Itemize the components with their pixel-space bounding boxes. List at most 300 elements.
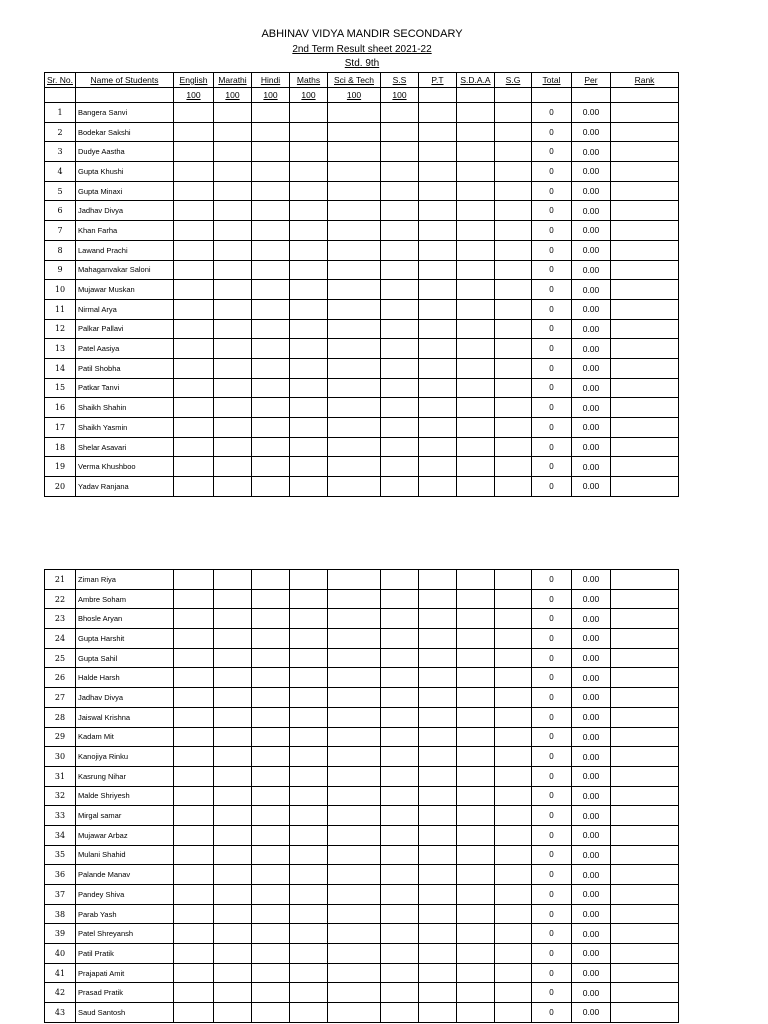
marks-cell — [290, 865, 328, 885]
marks-cell — [611, 589, 679, 609]
student-name-cell: Lawand Prachi — [76, 240, 174, 260]
table-row — [45, 142, 679, 162]
marks-cell — [328, 398, 381, 418]
marks-cell — [381, 629, 419, 649]
max-marks-cell: 100 — [328, 88, 381, 103]
marks-cell — [419, 963, 457, 983]
marks-cell — [495, 570, 532, 590]
sr-no-cell: 17 — [45, 418, 76, 438]
marks-cell — [214, 1003, 252, 1023]
marks-cell — [328, 806, 381, 826]
marks-cell — [214, 629, 252, 649]
marks-cell — [252, 358, 290, 378]
percent-cell: 0.00 — [572, 477, 611, 497]
marks-cell — [252, 609, 290, 629]
marks-cell — [328, 221, 381, 241]
percent-cell: 0.00 — [572, 668, 611, 688]
marks-cell — [214, 944, 252, 964]
marks-cell — [611, 983, 679, 1003]
marks-cell — [611, 865, 679, 885]
marks-cell — [419, 103, 457, 123]
marks-cell — [419, 629, 457, 649]
marks-cell — [381, 688, 419, 708]
marks-cell — [495, 707, 532, 727]
sr-no-cell: 21 — [45, 570, 76, 590]
marks-cell — [495, 418, 532, 438]
marks-cell — [174, 457, 214, 477]
table-row — [45, 825, 679, 845]
marks-cell — [419, 570, 457, 590]
table-row — [45, 885, 679, 905]
marks-cell — [290, 339, 328, 359]
total-cell: 0 — [532, 983, 572, 1003]
marks-cell — [495, 629, 532, 649]
marks-cell — [495, 162, 532, 182]
marks-cell — [611, 786, 679, 806]
marks-cell — [290, 181, 328, 201]
student-name-cell: Malde Shriyesh — [76, 786, 174, 806]
marks-cell — [214, 865, 252, 885]
total-cell: 0 — [532, 865, 572, 885]
marks-cell — [252, 201, 290, 221]
table-row — [45, 477, 679, 497]
marks-cell — [252, 280, 290, 300]
marks-cell — [611, 570, 679, 590]
marks-cell — [214, 319, 252, 339]
marks-cell — [214, 181, 252, 201]
marks-cell — [611, 260, 679, 280]
percent-cell: 0.00 — [572, 319, 611, 339]
marks-cell — [214, 668, 252, 688]
marks-cell — [457, 221, 495, 241]
total-cell: 0 — [532, 162, 572, 182]
sr-no-cell: 35 — [45, 845, 76, 865]
marks-cell — [611, 806, 679, 826]
marks-cell — [419, 221, 457, 241]
marks-cell — [214, 806, 252, 826]
marks-cell — [611, 924, 679, 944]
marks-cell — [381, 299, 419, 319]
marks-cell — [290, 418, 328, 438]
column-header: S.S — [381, 73, 419, 88]
marks-cell — [611, 319, 679, 339]
marks-cell — [611, 904, 679, 924]
marks-cell — [328, 122, 381, 142]
marks-cell — [419, 437, 457, 457]
marks-cell — [174, 766, 214, 786]
total-cell: 0 — [532, 142, 572, 162]
percent-cell: 0.00 — [572, 181, 611, 201]
marks-cell — [495, 457, 532, 477]
marks-cell — [495, 609, 532, 629]
marks-cell — [290, 747, 328, 767]
marks-cell — [214, 437, 252, 457]
marks-cell — [174, 825, 214, 845]
percent-cell: 0.00 — [572, 845, 611, 865]
marks-cell — [174, 589, 214, 609]
marks-cell — [611, 944, 679, 964]
marks-cell — [328, 825, 381, 845]
marks-cell — [252, 162, 290, 182]
marks-cell — [381, 747, 419, 767]
marks-cell — [252, 589, 290, 609]
marks-cell — [328, 437, 381, 457]
marks-cell — [495, 589, 532, 609]
marks-cell — [419, 477, 457, 497]
marks-cell — [328, 457, 381, 477]
table-row — [45, 727, 679, 747]
marks-cell — [328, 181, 381, 201]
marks-cell — [214, 457, 252, 477]
percent-cell: 0.00 — [572, 457, 611, 477]
marks-cell — [252, 845, 290, 865]
marks-cell — [611, 162, 679, 182]
total-cell: 0 — [532, 570, 572, 590]
marks-cell — [214, 103, 252, 123]
marks-cell — [419, 378, 457, 398]
marks-cell — [214, 707, 252, 727]
marks-cell — [381, 806, 419, 826]
marks-cell — [174, 319, 214, 339]
sr-no-cell: 34 — [45, 825, 76, 845]
marks-cell — [328, 963, 381, 983]
student-name-cell: Khan Farha — [76, 221, 174, 241]
marks-cell — [174, 747, 214, 767]
total-cell: 0 — [532, 806, 572, 826]
marks-cell — [381, 609, 419, 629]
marks-cell — [252, 727, 290, 747]
sr-no-cell: 26 — [45, 668, 76, 688]
marks-cell — [381, 457, 419, 477]
student-name-cell: Mulani Shahid — [76, 845, 174, 865]
total-cell: 0 — [532, 786, 572, 806]
table-row — [45, 904, 679, 924]
table-row — [45, 1003, 679, 1023]
marks-cell — [611, 963, 679, 983]
marks-cell — [290, 727, 328, 747]
marks-cell — [457, 688, 495, 708]
marks-cell — [328, 747, 381, 767]
percent-cell: 0.00 — [572, 398, 611, 418]
student-name-cell: Shaikh Yasmin — [76, 418, 174, 438]
marks-cell — [290, 260, 328, 280]
percent-cell: 0.00 — [572, 766, 611, 786]
max-marks-cell — [532, 88, 572, 103]
marks-cell — [457, 339, 495, 359]
table-row — [45, 201, 679, 221]
marks-cell — [174, 398, 214, 418]
marks-cell — [214, 378, 252, 398]
marks-cell — [419, 589, 457, 609]
marks-cell — [381, 181, 419, 201]
total-cell: 0 — [532, 629, 572, 649]
marks-cell — [457, 477, 495, 497]
marks-cell — [381, 885, 419, 905]
marks-cell — [381, 437, 419, 457]
marks-cell — [174, 162, 214, 182]
marks-cell — [495, 944, 532, 964]
marks-cell — [419, 260, 457, 280]
marks-cell — [290, 477, 328, 497]
table-row — [45, 319, 679, 339]
marks-cell — [174, 358, 214, 378]
percent-cell: 0.00 — [572, 201, 611, 221]
marks-cell — [328, 924, 381, 944]
marks-cell — [457, 944, 495, 964]
max-marks-row — [45, 88, 679, 103]
sr-no-cell: 9 — [45, 260, 76, 280]
marks-cell — [611, 398, 679, 418]
table-row — [45, 418, 679, 438]
marks-cell — [174, 418, 214, 438]
student-name-cell: Ambre Soham — [76, 589, 174, 609]
table-row — [45, 339, 679, 359]
marks-cell — [290, 904, 328, 924]
marks-cell — [495, 983, 532, 1003]
marks-cell — [457, 707, 495, 727]
percent-cell: 0.00 — [572, 983, 611, 1003]
student-name-cell: Nirmal Arya — [76, 299, 174, 319]
marks-cell — [611, 885, 679, 905]
marks-cell — [419, 240, 457, 260]
marks-cell — [214, 786, 252, 806]
marks-cell — [611, 358, 679, 378]
sr-no-cell: 27 — [45, 688, 76, 708]
marks-cell — [611, 688, 679, 708]
marks-cell — [611, 378, 679, 398]
marks-cell — [214, 570, 252, 590]
marks-cell — [381, 963, 419, 983]
marks-cell — [214, 477, 252, 497]
table-row — [45, 766, 679, 786]
student-name-cell: Verma Khushboo — [76, 457, 174, 477]
marks-cell — [419, 727, 457, 747]
marks-cell — [328, 201, 381, 221]
marks-cell — [419, 280, 457, 300]
table-row — [45, 103, 679, 123]
marks-cell — [495, 845, 532, 865]
sr-no-cell: 29 — [45, 727, 76, 747]
table-row — [45, 648, 679, 668]
marks-cell — [611, 299, 679, 319]
marks-cell — [495, 924, 532, 944]
sr-no-cell: 2 — [45, 122, 76, 142]
total-cell: 0 — [532, 648, 572, 668]
marks-cell — [214, 963, 252, 983]
marks-cell — [611, 727, 679, 747]
sr-no-cell: 15 — [45, 378, 76, 398]
sr-no-cell: 13 — [45, 339, 76, 359]
marks-cell — [290, 358, 328, 378]
marks-cell — [214, 648, 252, 668]
total-cell: 0 — [532, 418, 572, 438]
table-row — [45, 181, 679, 201]
column-header: S.D.A.A — [457, 73, 495, 88]
marks-cell — [290, 103, 328, 123]
marks-cell — [174, 904, 214, 924]
marks-cell — [214, 142, 252, 162]
marks-cell — [419, 299, 457, 319]
table-row — [45, 629, 679, 649]
marks-cell — [457, 589, 495, 609]
marks-cell — [290, 845, 328, 865]
marks-cell — [214, 825, 252, 845]
student-name-cell: Patil Pratik — [76, 944, 174, 964]
marks-cell — [290, 963, 328, 983]
max-marks-cell — [45, 88, 76, 103]
student-name-cell: Gupta Khushi — [76, 162, 174, 182]
sr-no-cell: 42 — [45, 983, 76, 1003]
table-row — [45, 707, 679, 727]
marks-cell — [419, 904, 457, 924]
marks-cell — [214, 885, 252, 905]
marks-cell — [174, 1003, 214, 1023]
marks-cell — [495, 122, 532, 142]
marks-cell — [290, 299, 328, 319]
marks-cell — [381, 122, 419, 142]
sr-no-cell: 25 — [45, 648, 76, 668]
percent-cell: 0.00 — [572, 260, 611, 280]
marks-cell — [381, 162, 419, 182]
student-name-cell: Saud Santosh — [76, 1003, 174, 1023]
max-marks-cell — [495, 88, 532, 103]
marks-cell — [214, 845, 252, 865]
marks-cell — [419, 944, 457, 964]
student-name-cell: Jadhav Divya — [76, 201, 174, 221]
marks-cell — [252, 629, 290, 649]
marks-cell — [419, 142, 457, 162]
marks-cell — [381, 358, 419, 378]
column-header: P.T — [419, 73, 457, 88]
percent-cell: 0.00 — [572, 629, 611, 649]
total-cell: 0 — [532, 924, 572, 944]
marks-cell — [214, 398, 252, 418]
marks-cell — [611, 707, 679, 727]
marks-cell — [252, 1003, 290, 1023]
percent-cell: 0.00 — [572, 437, 611, 457]
marks-cell — [174, 437, 214, 457]
marks-cell — [174, 477, 214, 497]
marks-cell — [611, 457, 679, 477]
marks-cell — [495, 766, 532, 786]
result-table-page2 — [44, 569, 679, 1023]
table-row — [45, 786, 679, 806]
marks-cell — [611, 240, 679, 260]
marks-cell — [419, 766, 457, 786]
table-row — [45, 570, 679, 590]
marks-cell — [381, 924, 419, 944]
marks-cell — [252, 221, 290, 241]
marks-cell — [495, 747, 532, 767]
total-cell: 0 — [532, 727, 572, 747]
marks-cell — [457, 904, 495, 924]
marks-cell — [328, 280, 381, 300]
marks-cell — [419, 924, 457, 944]
percent-cell: 0.00 — [572, 825, 611, 845]
marks-cell — [419, 319, 457, 339]
student-name-cell: Patel Aasiya — [76, 339, 174, 359]
marks-cell — [252, 437, 290, 457]
marks-cell — [328, 609, 381, 629]
sr-no-cell: 18 — [45, 437, 76, 457]
marks-cell — [290, 319, 328, 339]
marks-cell — [419, 398, 457, 418]
marks-cell — [214, 201, 252, 221]
marks-cell — [495, 260, 532, 280]
marks-cell — [457, 358, 495, 378]
student-name-cell: Mujawar Muskan — [76, 280, 174, 300]
percent-cell: 0.00 — [572, 727, 611, 747]
marks-cell — [419, 609, 457, 629]
total-cell: 0 — [532, 457, 572, 477]
student-name-cell: Dudye Aastha — [76, 142, 174, 162]
marks-cell — [495, 865, 532, 885]
marks-cell — [214, 418, 252, 438]
marks-cell — [328, 707, 381, 727]
percent-cell: 0.00 — [572, 609, 611, 629]
table-row — [45, 668, 679, 688]
marks-cell — [290, 162, 328, 182]
marks-cell — [328, 477, 381, 497]
percent-cell: 0.00 — [572, 299, 611, 319]
marks-cell — [214, 122, 252, 142]
column-header: Hindi — [252, 73, 290, 88]
sr-no-cell: 43 — [45, 1003, 76, 1023]
marks-cell — [214, 727, 252, 747]
marks-cell — [290, 806, 328, 826]
marks-cell — [419, 707, 457, 727]
student-name-cell: Prasad Pratik — [76, 983, 174, 1003]
marks-cell — [457, 418, 495, 438]
marks-cell — [252, 786, 290, 806]
sr-no-cell: 14 — [45, 358, 76, 378]
marks-cell — [495, 221, 532, 241]
column-header: Sr. No. — [45, 73, 76, 88]
marks-cell — [495, 103, 532, 123]
marks-cell — [252, 648, 290, 668]
student-name-cell: Kadam Mit — [76, 727, 174, 747]
percent-cell: 0.00 — [572, 806, 611, 826]
total-cell: 0 — [532, 398, 572, 418]
marks-cell — [457, 885, 495, 905]
marks-cell — [419, 457, 457, 477]
total-cell: 0 — [532, 688, 572, 708]
total-cell: 0 — [532, 240, 572, 260]
table-row — [45, 806, 679, 826]
marks-cell — [419, 418, 457, 438]
marks-cell — [611, 103, 679, 123]
marks-cell — [290, 766, 328, 786]
percent-cell: 0.00 — [572, 963, 611, 983]
sr-no-cell: 28 — [45, 707, 76, 727]
marks-cell — [419, 1003, 457, 1023]
marks-cell — [328, 727, 381, 747]
marks-cell — [290, 707, 328, 727]
marks-cell — [290, 201, 328, 221]
percent-cell: 0.00 — [572, 103, 611, 123]
marks-cell — [495, 240, 532, 260]
marks-cell — [495, 688, 532, 708]
max-marks-cell: 100 — [214, 88, 252, 103]
marks-cell — [328, 240, 381, 260]
marks-cell — [290, 142, 328, 162]
marks-cell — [252, 299, 290, 319]
marks-cell — [290, 221, 328, 241]
sr-no-cell: 11 — [45, 299, 76, 319]
marks-cell — [328, 904, 381, 924]
marks-cell — [174, 668, 214, 688]
sr-no-cell: 12 — [45, 319, 76, 339]
